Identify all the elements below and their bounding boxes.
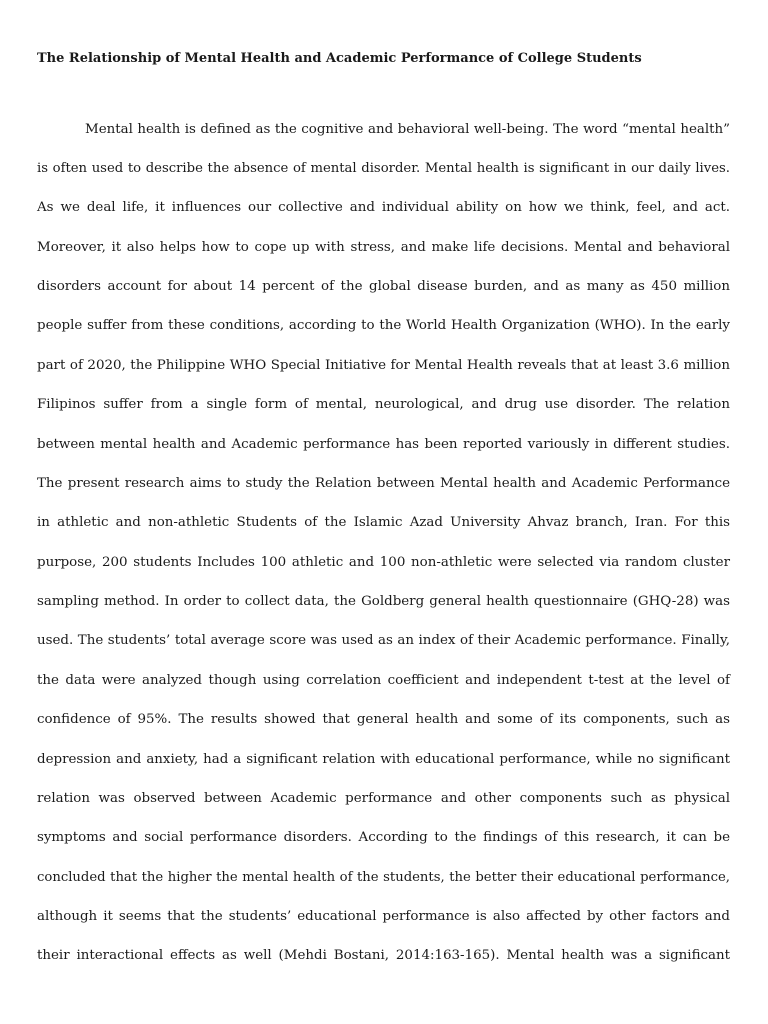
paragraph-line: relation was observed between Academic performance and other components such as physical [37,791,730,806]
paragraph-line: As we deal life, it influences our collective and individual ability on how we think, feel, and act. [37,200,730,215]
paragraph-line: disorders account for about 14 percent of the global disease burden, and as many as 450 million [37,279,730,294]
paragraph-line: used. The students’ total average score was used as an index of their Academic performance. Finally, [37,633,730,648]
paragraph-line: sampling method. In order to collect data, the Goldberg general health questionnaire (GHQ-28) was [37,594,730,609]
paragraph-line: depression and anxiety, had a significant relation with educational performance, while no significant [37,752,730,767]
paragraph-line: people suffer from these conditions, according to the World Health Organization (WHO). In the early [37,318,730,333]
paragraph-line: confidence of 95%. The results showed that general health and some of its components, such as [37,712,730,727]
paragraph-line: although it seems that the students’ educational performance is also affected by other factors and [37,909,730,924]
paragraph-line: is often used to describe the absence of mental disorder. Mental health is significant in our daily lives. [37,161,730,176]
paragraph-line: Mental health is defined as the cognitive and behavioral well-being. The word “mental health” [85,122,730,137]
paragraph-line: The present research aims to study the Relation between Mental health and Academic Performance [37,476,730,491]
document-title: The Relationship of Mental Health and Academic Performance of College Students [37,51,642,66]
paragraph-line: symptoms and social performance disorders. According to the findings of this research, it can be [37,830,730,845]
paragraph-line: Filipinos suffer from a single form of mental, neurological, and drug use disorder. The relation [37,397,730,412]
paragraph-line: their interactional effects as well (Mehdi Bostani, 2014:163-165). Mental health was a significant [37,948,730,963]
paragraph-line: between mental health and Academic performance has been reported variously in different studies. [37,437,730,452]
paragraph-line: purpose, 200 students Includes 100 athletic and 100 non-athletic were selected via random cluster [37,555,730,570]
paragraph-line: concluded that the higher the mental health of the students, the better their educational performance, [37,870,730,885]
paragraph-line: Moreover, it also helps how to cope up with stress, and make life decisions. Mental and behavioral [37,240,730,255]
paragraph-line: part of 2020, the Philippine WHO Special Initiative for Mental Health reveals that at least 3.6 million [37,358,730,373]
paragraph-line: the data were analyzed though using correlation coefficient and independent t-test at the level of [37,673,730,688]
paragraph-line: in athletic and non-athletic Students of the Islamic Azad University Ahvaz branch, Iran. For this [37,515,730,530]
